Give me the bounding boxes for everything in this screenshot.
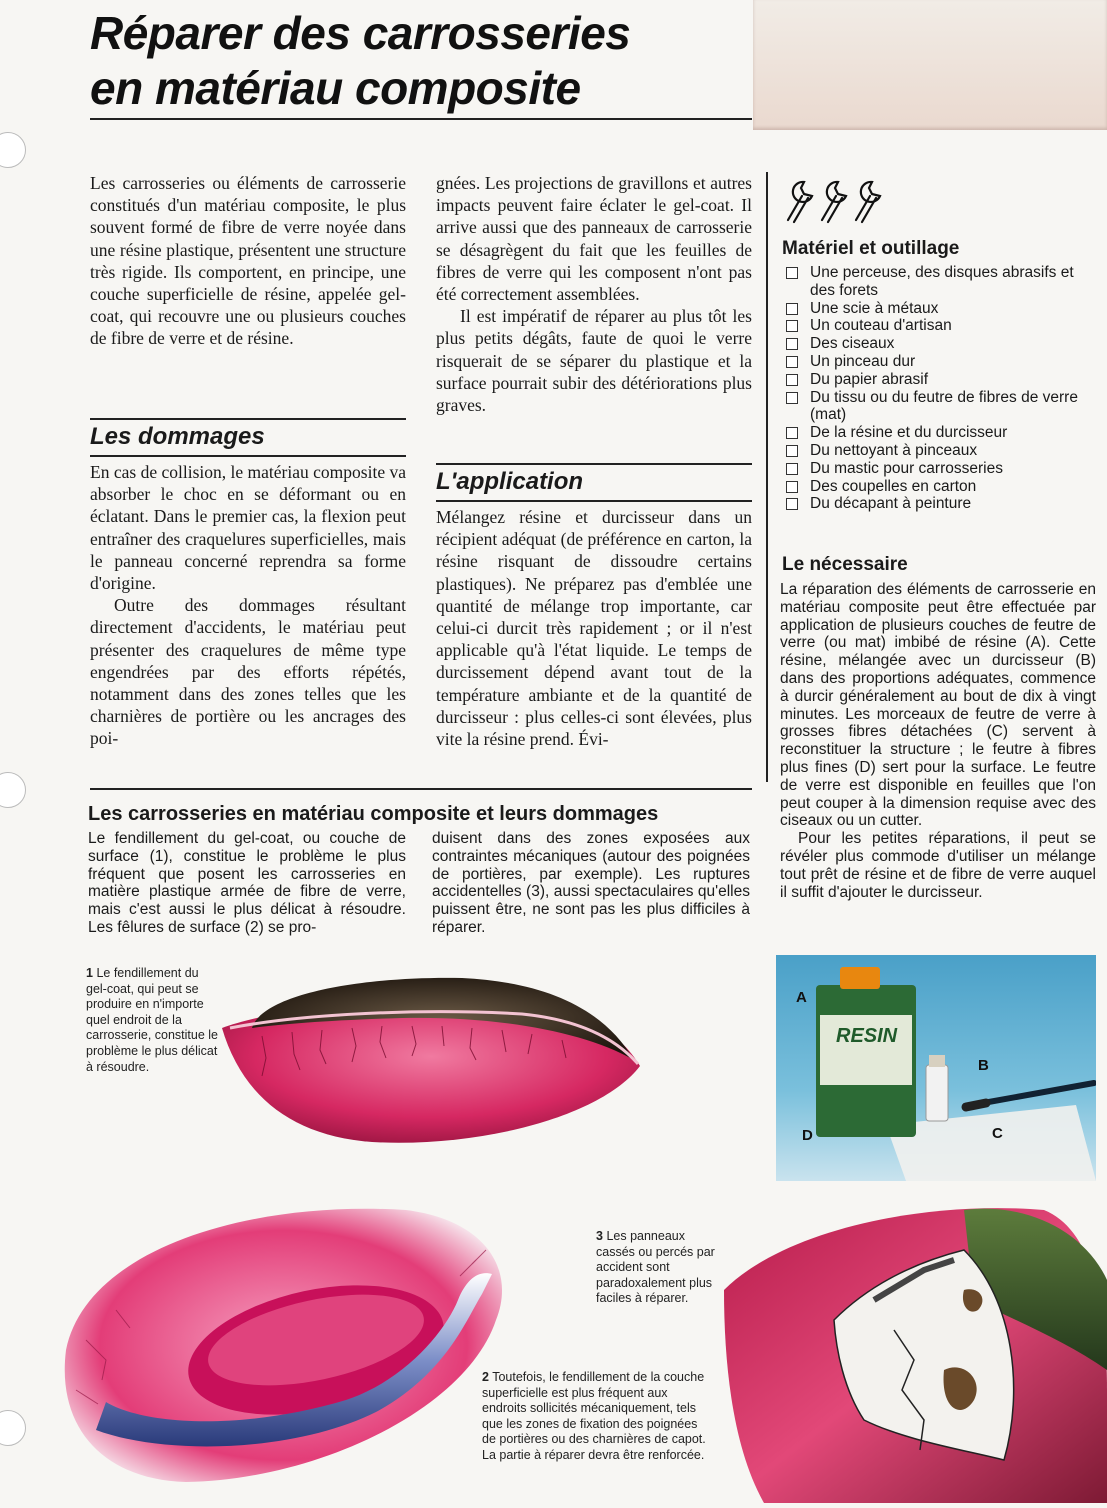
materiel-item: [782, 335, 1098, 353]
materiel-item-label: Un pinceau dur: [810, 352, 916, 370]
caption-3: [596, 1229, 720, 1307]
binder-hole: [0, 1410, 26, 1446]
application-paragraph: Mélangez résine et durcisseur dans un récipient adéquat (de préférence en carton, la résine risquant de dissoudre certains plastiques). Ne préparez pas d'emblée une quantité de mélange trop importante, car celui-ci durcit très rapidement ; or il n'est applicable qu'à l'état liquide. Le temps de durcissement dépend avant tout de la température ambiante et de la quantité de durcisseur : plus celles-ci sont élevées, plus vite la résine prend. Évi-: [436, 507, 752, 750]
intro-paragraph: Il est impératif de réparer au plus tôt les plus petits dégâts, faute de quoi le verre risquerait de se séparer du plastique et la surface pourrait subir des détériorations plus graves.: [436, 306, 752, 416]
materiel-item-label: Une perceuse, des disques abrasifs et des forets: [810, 264, 1074, 299]
application-heading: L'application: [436, 468, 584, 495]
sub-column-1: Le fendillement du gel-coat, ou couche de surface (1), constitue le problème le plus fréquent que posent les carrosseries en matière plastique armée de fibre de verre, mais c'est aussi le plus délicat à résoudre. Les fêlures de surface (2) se pro-: [88, 830, 406, 936]
intro-column-2: [436, 172, 752, 416]
dommages-paragraph-2: Outre des dommages résultant directement d'accidents, le matériau peut présenter des craquelures de même type engendrées par des efforts répétés, notamment dans des zones telles que les charnières de portière ou les ancrages des poi-: [90, 595, 406, 749]
caption-3-text: Les panneaux cassés ou percés par accident sont paradoxalement plus faciles à réparer.: [596, 1229, 715, 1306]
checkbox-icon: [786, 338, 798, 350]
page-title-line1: Réparer des carrosseries: [90, 7, 631, 59]
materiel-item-label: Des ciseaux: [810, 335, 895, 353]
wrench-icon: [782, 174, 906, 226]
title-rule: [90, 118, 752, 120]
materiel-item-label: Un couteau d'artisan: [810, 317, 952, 335]
materiel-item: [782, 460, 1098, 478]
photo-label-a: A: [796, 989, 807, 1006]
intro-paragraph: gnées. Les projections de gravillons et autres impacts peuvent faire éclater le gel-coat. Il arrive aussi que des panneaux de carrosserie se désagrègent du fait que les feuilles de fibres de verre qui les composent n'ont pas été correctement assemblées.: [436, 173, 752, 305]
caption-1: [86, 966, 220, 1075]
illustration-gelcoat-cracks: [222, 966, 642, 1156]
checkbox-icon: [786, 427, 798, 439]
sidebar-divider: [766, 172, 768, 782]
application-text: [436, 506, 752, 750]
necessaire-paragraph-1: La réparation des éléments de carrosserie en matériau composite peut être effectuée par application de plusieurs couches de feutre de verre (ou mat) imbibé de résine (A). Cette résine, mélangée avec un durcisseur (B) dans des proportions adéquates, commence à durcir généralement au bout de dix à vingt minutes. Les morceaux de feutre de verre à grosses fibres détachées (C) servent à reconstituer la structure ; le feutre à fibres plus fines (D) sert pour la surface. Le feutre de verre est disponible en feuilles que l'on peut couper à la dimension requise avec des ciseaux ou un cutter.: [780, 581, 1096, 830]
sub-heading: Les carrosseries en matériau composite et leurs dommages: [88, 803, 659, 825]
materiel-item: [782, 317, 1098, 335]
checkbox-icon: [786, 356, 798, 368]
necessaire-heading: Le nécessaire: [782, 554, 908, 575]
caption-1-number: 1: [86, 966, 93, 980]
materiel-heading: Matériel et outillage: [782, 238, 960, 259]
materiel-item: [782, 442, 1098, 460]
photo-label-d: D: [802, 1127, 813, 1144]
caption-3-number: 3: [596, 1229, 603, 1243]
header-shaded-corner: [753, 0, 1107, 130]
resin-can-label: RESIN: [836, 1025, 898, 1047]
intro-column-1: [90, 172, 406, 350]
section-rule: [436, 463, 752, 465]
page-title: [90, 6, 750, 116]
section-rule: [90, 418, 406, 420]
dommages-text: [90, 461, 406, 750]
sub-column-2: duisent dans des zones exposées aux contraintes mécaniques (autour des poignées de portières, par exemple). Les ruptures accidentelles (3), aussi spectaculaires qu'elles puissent être, ne sont pas les plus difficiles à réparer.: [432, 830, 750, 936]
section-rule: [90, 788, 752, 790]
materiel-item: [782, 478, 1098, 496]
checkbox-icon: [786, 498, 798, 510]
materiel-item: [782, 389, 1098, 425]
necessaire-paragraph-2: Pour les petites réparations, il peut se révéler plus commode d'utiliser un mélange tout prêt de résine et de fibre de verre auquel il suffit d'ajouter le durcisseur.: [780, 830, 1096, 901]
materiel-item-label: Du mastic pour carrosseries: [810, 459, 1003, 477]
materiel-item-label: Du nettoyant à pinceaux: [810, 441, 978, 459]
binder-hole: [0, 132, 26, 168]
materiel-item: [782, 495, 1098, 513]
checkbox-icon: [786, 320, 798, 332]
caption-2-number: 2: [482, 1370, 489, 1384]
caption-2: [482, 1370, 708, 1464]
checkbox-icon: [786, 267, 798, 279]
materiel-item-label: Du tissu ou du feutre de fibres de verre (mat): [810, 388, 1078, 424]
materiel-item-label: Du décapant à peinture: [810, 495, 972, 513]
materiel-item-label: Du papier abrasif: [810, 370, 929, 388]
checkbox-icon: [786, 303, 798, 315]
page-title-line2: en matériau composite: [90, 62, 581, 114]
materiel-item-label: Des coupelles en carton: [810, 477, 977, 495]
photo-resin-kit: [776, 955, 1096, 1181]
materiel-item: [782, 264, 1098, 300]
materiel-item: [782, 353, 1098, 371]
checkbox-icon: [786, 481, 798, 493]
materiel-item-label: Une scie à métaux: [810, 299, 939, 317]
materiel-item-label: De la résine et du durcisseur: [810, 424, 1008, 442]
checkbox-icon: [786, 374, 798, 386]
binder-hole: [0, 772, 26, 808]
materiel-item: [782, 424, 1098, 442]
illustration-handle-cracks: [46, 1190, 516, 1490]
checkbox-icon: [786, 392, 798, 404]
illustration-broken-panel: [724, 1190, 1107, 1503]
caption-2-text: Toutefois, le fendillement de la couche superficielle est plus fréquent aux endroits sollicités mécaniquement, tels que les zones de fixation des poignées de portières ou des charnières de capot. La partie à réparer devra être renforcée.: [482, 1370, 706, 1462]
checkbox-icon: [786, 463, 798, 475]
photo-label-b: B: [978, 1057, 989, 1074]
section-rule: [436, 500, 752, 502]
intro-paragraph: Les carrosseries ou éléments de carrosserie constitués d'un matériau composite, le plus souvent formé de fibre de verre noyée dans une résine plastique, présentent une structure très rigide. Ils comportent, en principe, une couche superficielle de résine, appelée gel-coat, qui recouvre une ou plusieurs couches de fibre de verre et de résine.: [90, 173, 406, 349]
section-rule: [90, 455, 406, 457]
materiel-list: [782, 264, 1098, 513]
necessaire-text: [780, 581, 1096, 901]
dommages-paragraph-1: En cas de collision, le matériau composite va absorber le choc en se déformant ou en éclatant. Dans le premier cas, la flexion peut entraîner des craquelures superficielles, mais le panneau concerné reprendra sa forme d'origine.: [90, 462, 406, 594]
dommages-heading: Les dommages: [90, 423, 265, 450]
photo-label-c: C: [992, 1125, 1003, 1142]
wrench-icons: [782, 174, 906, 226]
materiel-item: [782, 300, 1098, 318]
caption-1-text: Le fendillement du gel-coat, qui peut se produire en n'importe quel endroit de la carrosserie, constitue le problème le plus délicat à résoudre.: [86, 966, 219, 1074]
checkbox-icon: [786, 445, 798, 457]
materiel-item: [782, 371, 1098, 389]
